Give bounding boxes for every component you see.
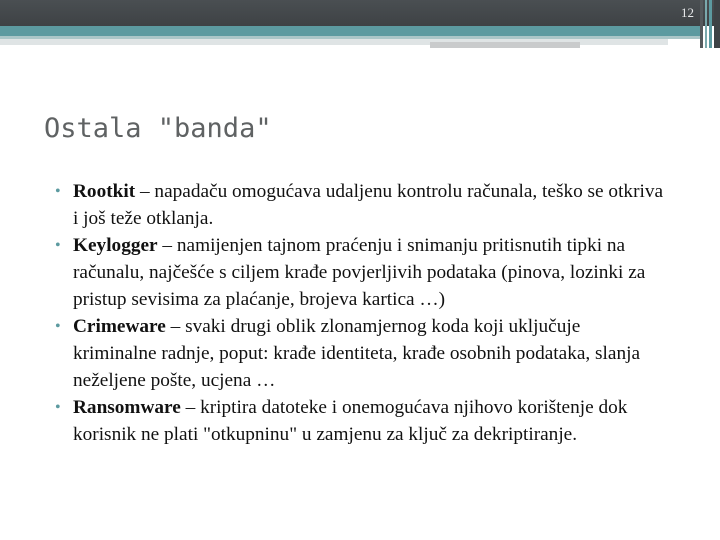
bullet-icon: • xyxy=(55,318,61,335)
bullet-item xyxy=(55,394,665,448)
bullet-list xyxy=(55,178,665,448)
bullet-term: Rootkit xyxy=(73,181,136,202)
bullet-text: – namijenjen tajnom praćenju i snimanju pritisnutih tipki na računalu, najčešće s ciljem krađe povjerljivih podataka (pinova, lozinki za pristup sevisima za plaćanje, brojeva kartica …) xyxy=(73,235,646,310)
bullet-text: – kriptira datoteke i onemogućava njihovo korištenje dok korisnik ne plati "otkupninu" u zamjenu za ključ za dekriptiranje. xyxy=(73,397,628,445)
bullet-text: – svaki drugi oblik zlonamjernog koda koji uključuje kriminalne radnje, poput: krađe identiteta, krađe osobnih podataka, slanja neželjene pošte, ucjena … xyxy=(73,316,641,391)
bullet-term: Crimeware xyxy=(73,316,166,337)
header-side-stripes xyxy=(700,0,720,48)
bullet-icon: • xyxy=(55,237,61,254)
bullet-icon: • xyxy=(55,399,61,416)
bullet-term: Keylogger xyxy=(73,235,158,256)
bullet-item xyxy=(55,178,665,232)
bullet-text: – napadaču omogućava udaljenu kontrolu računala, teško se otkriva i još teže otklanja. xyxy=(73,181,664,229)
bullet-item xyxy=(55,232,665,313)
header-grey-bar xyxy=(430,42,580,48)
header-accent-bar xyxy=(0,26,700,36)
bullet-item xyxy=(55,313,665,394)
slide-number: 12 xyxy=(681,5,694,20)
header-bar xyxy=(0,0,720,26)
slide-title: Ostala "banda" xyxy=(44,113,272,144)
bullet-term: Ransomware xyxy=(73,397,181,418)
bullet-icon: • xyxy=(55,183,61,200)
